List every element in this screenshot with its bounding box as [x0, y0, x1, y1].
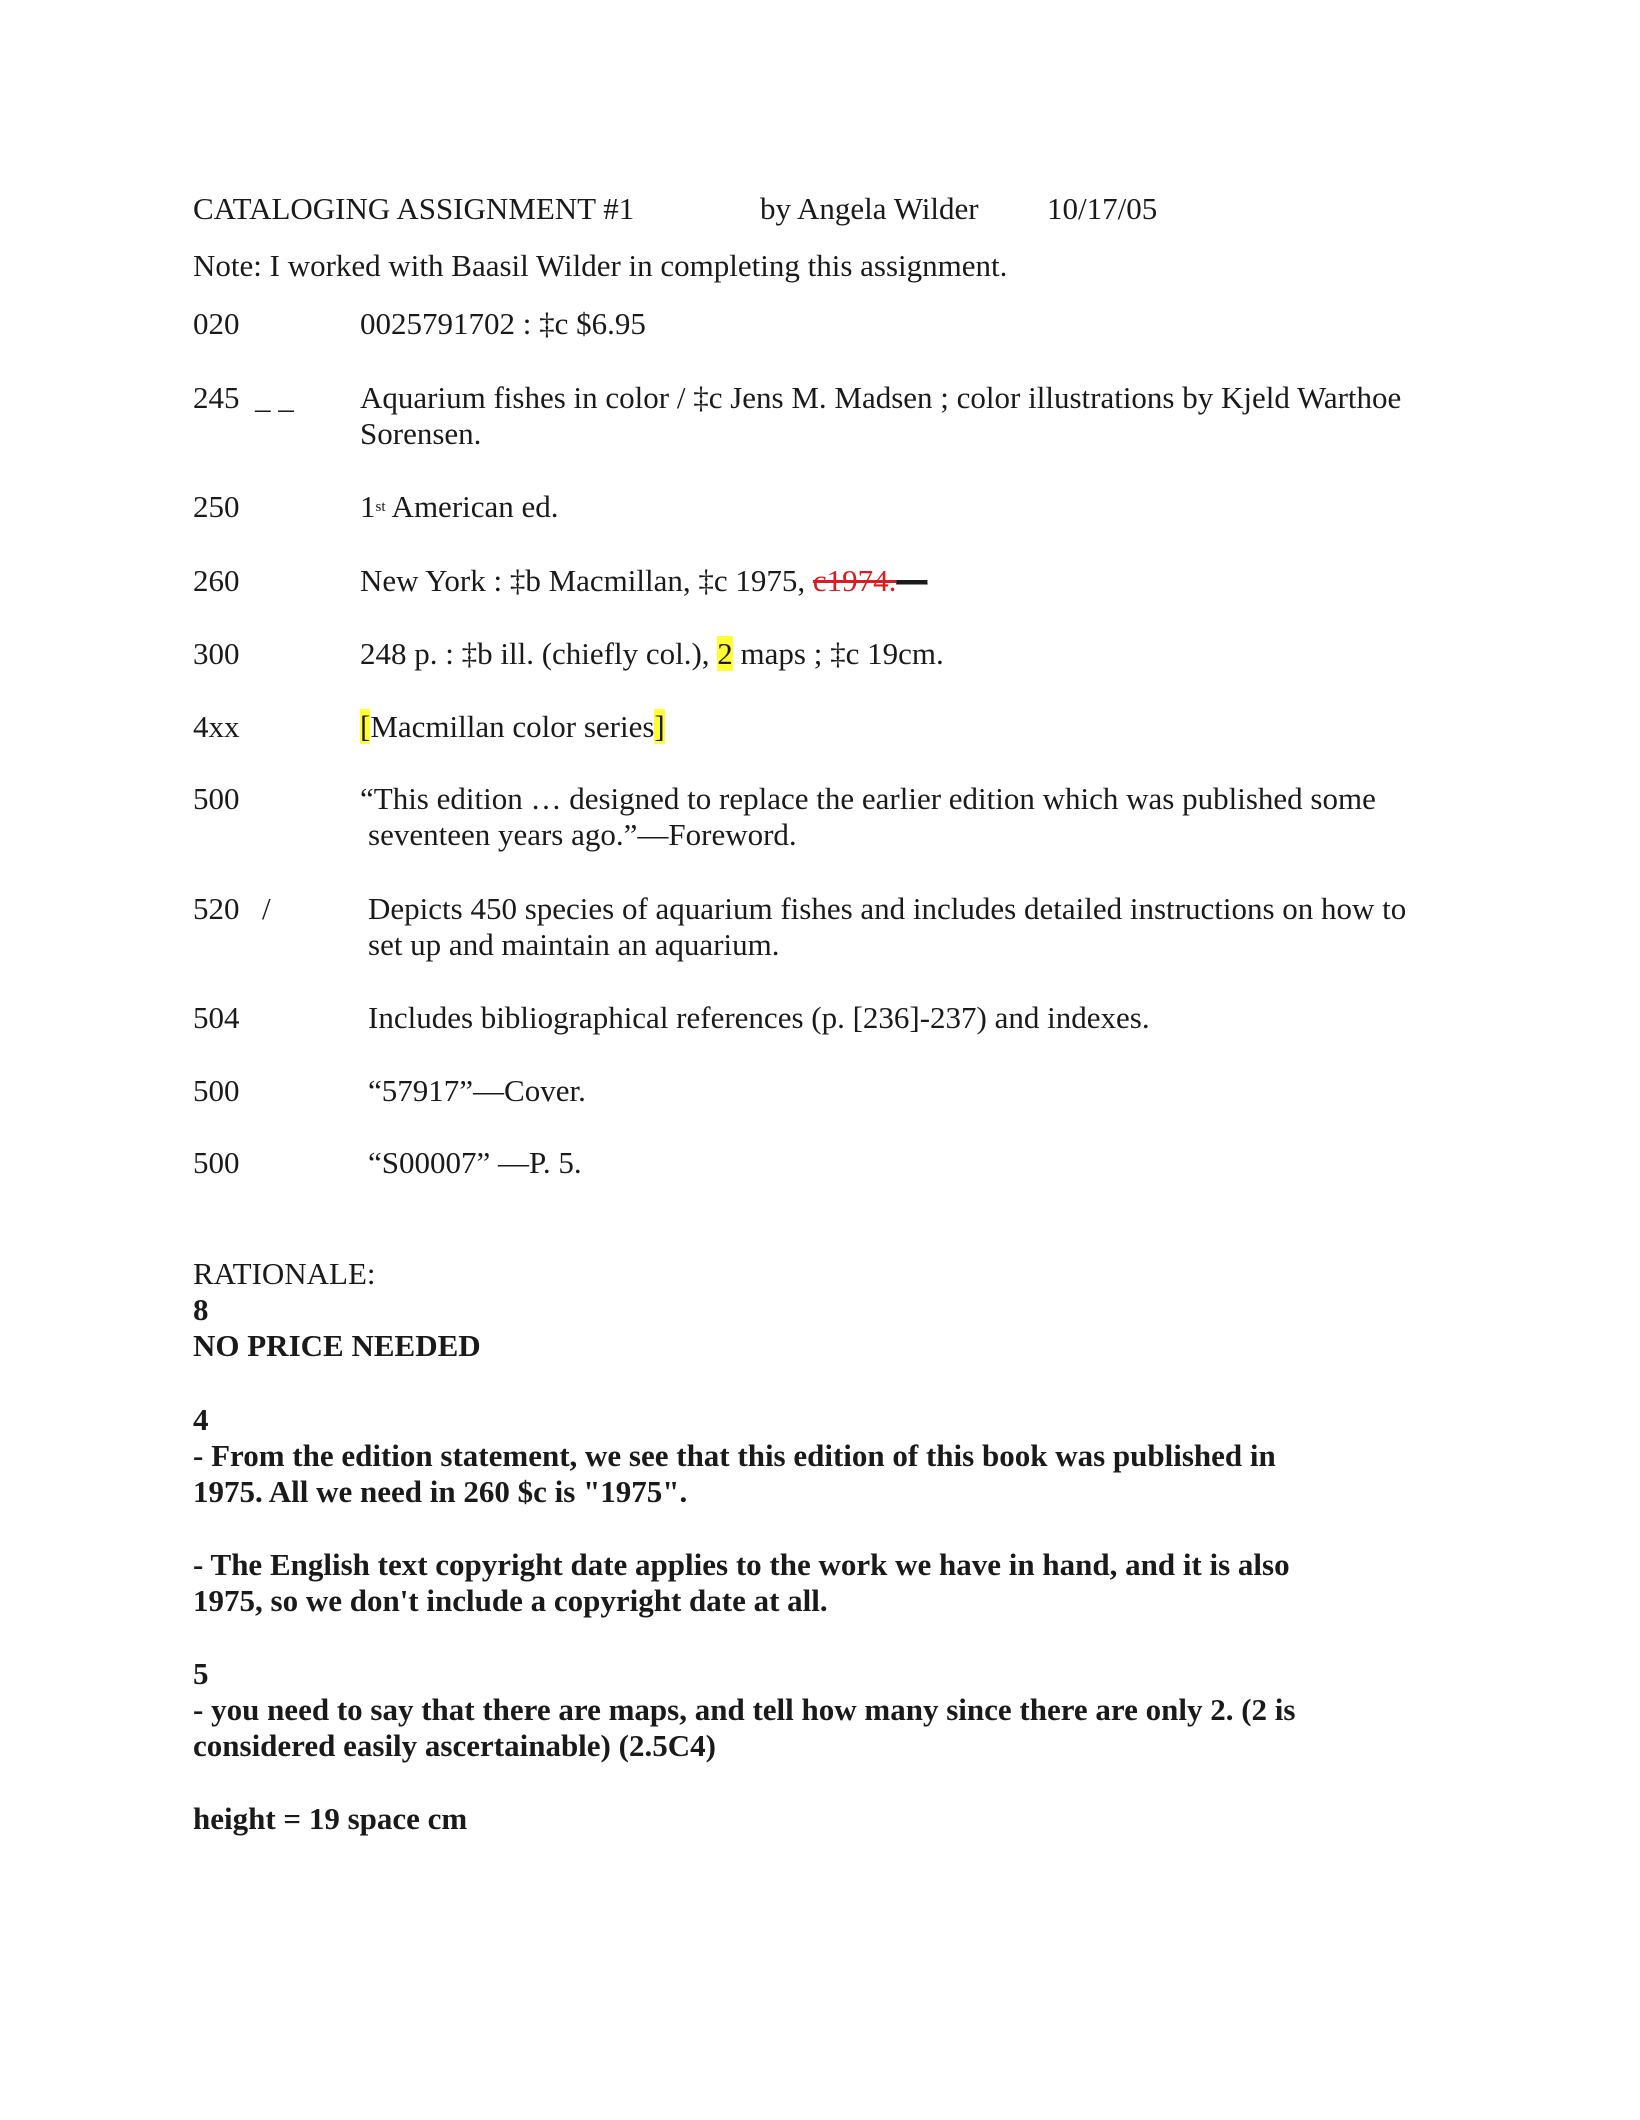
- physical-description-start: 248 p. : ‡b ill. (chiefly col.),: [360, 636, 718, 671]
- rationale-4b-line2: 1975, so we don't include a copyright date at all.: [193, 1583, 828, 1618]
- highlighted-map-count: 2: [717, 636, 733, 671]
- field-value-260: [360, 563, 1480, 599]
- author-name: by Angela Wilder: [760, 191, 979, 226]
- assignment-title: CATALOGING ASSIGNMENT #1: [193, 191, 635, 226]
- physical-description-end: maps ; ‡c 19cm.: [732, 636, 944, 671]
- rationale-5-line1: - you need to say that there are maps, and tell how many since there are only 2. (2 is: [193, 1692, 1296, 1727]
- assignment-date: 10/17/05: [1047, 191, 1158, 226]
- field-tag-504: 504: [193, 1000, 240, 1035]
- struck-copyright-date: c1974.: [812, 563, 897, 598]
- field-tag-300: 300: [193, 636, 240, 671]
- field-value-300: [360, 636, 1480, 672]
- rationale-number-8: 8: [193, 1292, 209, 1327]
- edition-number: 1: [360, 489, 376, 524]
- rationale-number-4: 4: [193, 1402, 209, 1437]
- field-value-500-foreword-line1: “This edition … designed to replace the earlier edition which was published some: [360, 781, 1376, 816]
- field-tag-4xx: 4xx: [193, 709, 240, 744]
- series-close-bracket: ]: [654, 709, 665, 744]
- field-value-500-foreword-line2: seventeen years ago.”—Foreword.: [368, 817, 797, 852]
- field-value-020: 0025791702 : ‡c $6.95: [360, 306, 646, 341]
- field-value-500-cover: “57917”—Cover.: [368, 1073, 586, 1108]
- field-indicators-520: /: [262, 891, 271, 926]
- field-value-504: Includes bibliographical references (p. [236]-237) and indexes.: [368, 1000, 1150, 1035]
- field-value-520-line2: set up and maintain an aquarium.: [368, 927, 780, 962]
- field-value-250: [360, 489, 1480, 525]
- series-title: Macmillan color series: [370, 709, 655, 744]
- struck-dash: —: [896, 563, 928, 598]
- field-tag-250: 250: [193, 489, 240, 524]
- field-value-520-line1: Depicts 450 species of aquarium fishes and includes detailed instructions on how to: [368, 891, 1407, 926]
- imprint-text: New York : ‡b Macmillan, ‡c 1975,: [360, 563, 813, 598]
- edition-ordinal-suffix: st: [375, 499, 386, 515]
- field-value-500-page: “S00007” —P. 5.: [368, 1145, 582, 1180]
- rationale-number-5: 5: [193, 1656, 209, 1691]
- field-tag-500-page: 500: [193, 1145, 240, 1180]
- field-tag-500-foreword: 500: [193, 781, 240, 816]
- rationale-height-note: height = 19 space cm: [193, 1801, 468, 1836]
- rationale-5-line2: considered easily ascertainable) (2.5C4): [193, 1728, 716, 1763]
- rationale-4a-line1: - From the edition statement, we see that this edition of this book was published in: [193, 1438, 1276, 1473]
- rationale-heading: RATIONALE:: [193, 1256, 376, 1291]
- field-tag-500-cover: 500: [193, 1073, 240, 1108]
- field-tag-020: 020: [193, 306, 240, 341]
- field-tag-245: 245: [193, 380, 240, 415]
- field-value-245: Aquarium fishes in color / ‡c Jens M. Madsen ; color illustrations by Kjeld Warthoe Sorensen.: [360, 380, 1402, 451]
- field-indicators-245: _ _: [255, 380, 294, 415]
- edition-statement: American ed.: [385, 489, 559, 524]
- rationale-4a-line2: 1975. All we need in 260 $c is "1975".: [193, 1474, 688, 1509]
- field-value-4xx: [360, 709, 1480, 745]
- series-open-bracket: [: [360, 709, 371, 744]
- collaboration-note: Note: I worked with Baasil Wilder in completing this assignment.: [193, 248, 1008, 283]
- field-tag-520: 520: [193, 891, 240, 926]
- rationale-no-price: NO PRICE NEEDED: [193, 1328, 481, 1363]
- rationale-4b-line1: - The English text copyright date applies to the work we have in hand, and it is also: [193, 1547, 1290, 1582]
- field-tag-260: 260: [193, 563, 240, 598]
